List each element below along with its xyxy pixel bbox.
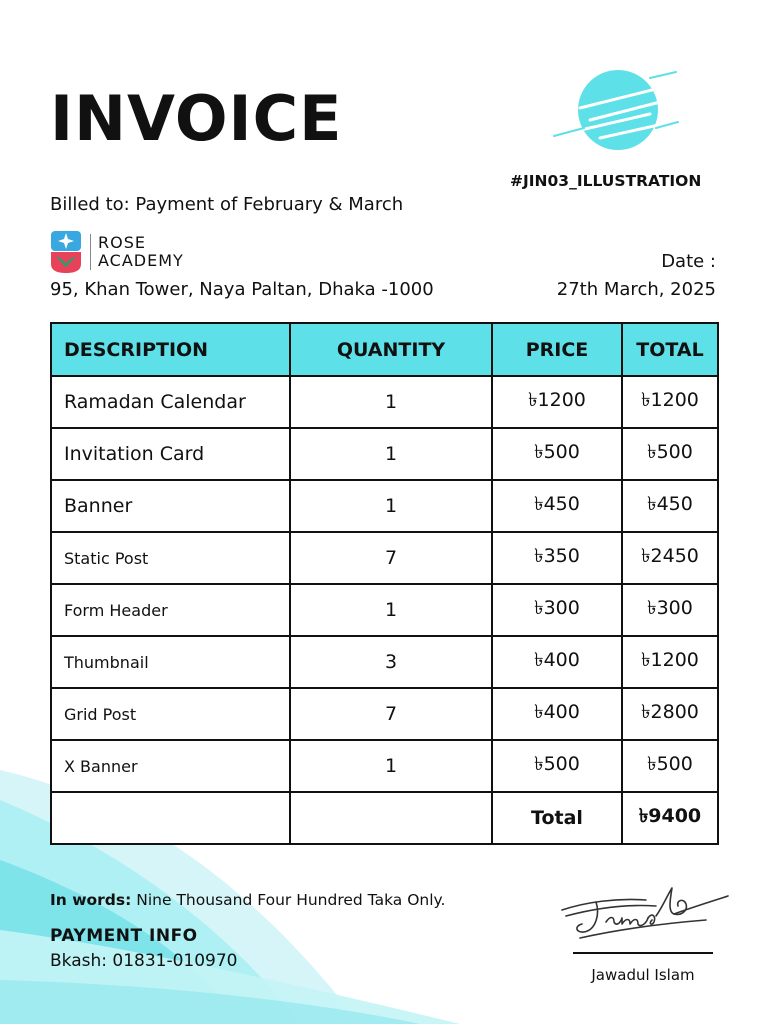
cell-price: ৳400: [492, 688, 622, 740]
table-row: [51, 428, 718, 480]
cell-description: Ramadan Calendar: [51, 376, 290, 428]
cell-total: ৳1200: [622, 636, 718, 688]
signature-line: [573, 952, 713, 954]
brand-circle-logo: [550, 70, 680, 150]
total-empty-cell: [290, 792, 492, 844]
total-empty-cell: [51, 792, 290, 844]
cell-quantity: 7: [290, 532, 492, 584]
table-row: [51, 376, 718, 428]
cell-description: Form Header: [51, 584, 290, 636]
header-total: TOTAL: [622, 323, 718, 376]
rose-academy-logo-icon: [50, 230, 90, 274]
signature-image: [556, 880, 732, 950]
cell-total: ৳450: [622, 480, 718, 532]
total-value: ৳9400: [622, 792, 718, 844]
cell-price: ৳500: [492, 740, 622, 792]
cell-description: Thumbnail: [51, 636, 290, 688]
cell-description: Grid Post: [51, 688, 290, 740]
cell-description: Banner: [51, 480, 290, 532]
cell-total: ৳1200: [622, 376, 718, 428]
amount-in-words: [50, 891, 445, 909]
cell-quantity: 1: [290, 428, 492, 480]
cell-total: ৳500: [622, 428, 718, 480]
cell-price: ৳300: [492, 584, 622, 636]
table-row: [51, 740, 718, 792]
cell-quantity: 1: [290, 376, 492, 428]
cell-quantity: 3: [290, 636, 492, 688]
cell-description: Invitation Card: [51, 428, 290, 480]
cell-price: ৳500: [492, 428, 622, 480]
org-address: 95, Khan Tower, Naya Paltan, Dhaka -1000: [50, 279, 434, 300]
invoice-table: [50, 322, 719, 845]
payment-info-title: PAYMENT INFO: [50, 926, 198, 946]
cell-description: Static Post: [51, 532, 290, 584]
cell-price: ৳450: [492, 480, 622, 532]
in-words-text: Nine Thousand Four Hundred Taka Only.: [131, 891, 446, 909]
cell-description: X Banner: [51, 740, 290, 792]
cell-total: ৳2450: [622, 532, 718, 584]
table-header-row: [51, 323, 718, 376]
cell-quantity: 1: [290, 480, 492, 532]
invoice-tag: #JIN03_ILLUSTRATION: [510, 172, 702, 190]
org-name: [98, 234, 184, 270]
table-row: [51, 532, 718, 584]
cell-quantity: 7: [290, 688, 492, 740]
cell-total: ৳500: [622, 740, 718, 792]
org-name-line1: ROSE: [98, 233, 146, 252]
table-row: [51, 636, 718, 688]
total-label: Total: [492, 792, 622, 844]
cell-price: ৳350: [492, 532, 622, 584]
date-value: 27th March, 2025: [556, 279, 716, 300]
cell-total: ৳300: [622, 584, 718, 636]
org-name-line2: ACADEMY: [98, 251, 184, 270]
total-row: [51, 792, 718, 844]
cell-price: ৳1200: [492, 376, 622, 428]
cell-quantity: 1: [290, 584, 492, 636]
org-divider: [90, 234, 91, 270]
table-row: [51, 688, 718, 740]
cell-total: ৳2800: [622, 688, 718, 740]
in-words-label: In words:: [50, 891, 132, 909]
invoice-title: INVOICE: [50, 82, 343, 155]
billed-to: Billed to: Payment of February & March: [50, 194, 404, 215]
payment-bkash-number: Bkash: 01831-010970: [50, 951, 238, 971]
table-row: [51, 584, 718, 636]
header-price: PRICE: [492, 323, 622, 376]
table-row: [51, 480, 718, 532]
signer-name: Jawadul Islam: [591, 966, 695, 984]
header-quantity: QUANTITY: [290, 323, 492, 376]
header-description: DESCRIPTION: [51, 323, 290, 376]
cell-quantity: 1: [290, 740, 492, 792]
cell-price: ৳400: [492, 636, 622, 688]
date-label: Date :: [661, 251, 716, 272]
